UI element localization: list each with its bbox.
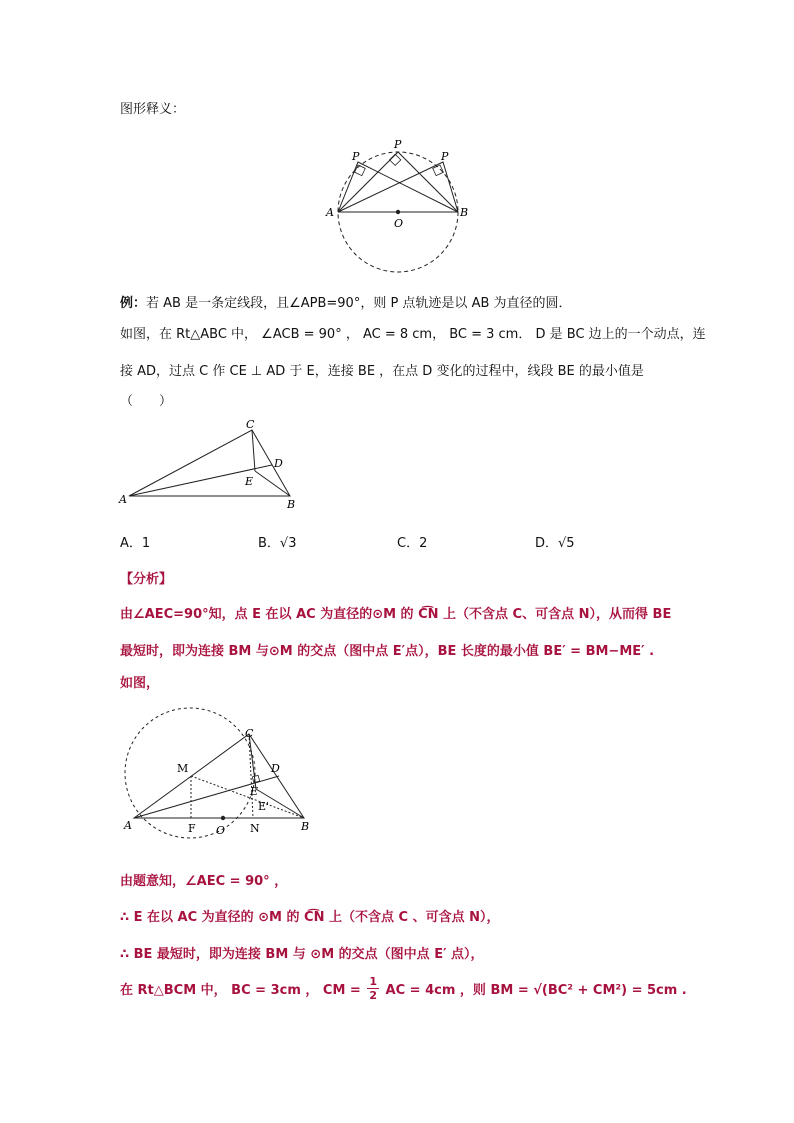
label-m: M — [177, 762, 189, 775]
label-d: D — [274, 457, 283, 470]
label-e: E — [250, 785, 259, 798]
solution-line-4 — [120, 975, 687, 1002]
option-d[interactable]: D．√5 — [535, 536, 575, 551]
label-c: C — [245, 727, 254, 740]
label-a: A — [124, 819, 132, 832]
figure-circle-locus — [320, 135, 480, 275]
figure-triangle — [115, 415, 315, 515]
solution-line-3: ∴ BE 最短时，即为连接 BM 与 ⊙M 的交点（图中点 E′ 点）， — [120, 947, 484, 962]
solution-line-4b: AC = 4cm ，则 BM = √(BC² + CM²) = 5cm . — [385, 983, 687, 998]
label-n: N — [250, 822, 260, 835]
label-p2: P — [394, 138, 402, 151]
solution-line-2: ∴ E 在以 AC 为直径的 ⊙M 的 C͡N 上（不含点 C 、可含点 N）， — [120, 910, 500, 925]
label-b: B — [460, 206, 469, 219]
option-a[interactable]: A．1 — [120, 536, 151, 551]
option-b[interactable]: B．√3 — [258, 536, 297, 551]
section-heading: 图形释义： — [120, 102, 186, 117]
label-b: B — [301, 820, 310, 833]
fraction-denominator: 2 — [369, 989, 378, 1002]
analysis-line-3: 如图， — [120, 676, 160, 691]
problem-line-3: （ ） — [120, 394, 173, 409]
problem-line-1: 如图，在 Rt△ABC 中， ∠ACB = 90° ， AC = 8 cm， BC = 3 cm． D 是 BC 边上的一个动点，连 — [120, 327, 706, 342]
fraction — [367, 975, 379, 1002]
analysis-line-1: 由∠AEC=90°知，点 E 在以 AC 为直径的⊙M 的 C͡N 上（不含点 C、可含点 N），从而得 BE — [120, 607, 672, 622]
analysis-line-2: 最短时，即为连接 BM 与⊙M 的交点（图中点 E′点），BE 长度的最小值 BE′ = BM−ME′ . — [120, 644, 655, 659]
example-text: 若 AB 是一条定线段，且∠APB=90°，则 P 点轨迹是以 AB 为直径的圆． — [146, 296, 572, 311]
label-o: O — [216, 824, 226, 837]
figure-solution — [115, 700, 325, 840]
label-p3: P — [441, 150, 449, 163]
label-a: A — [326, 206, 334, 219]
example-prefix: 例： — [120, 296, 147, 311]
label-p1: P — [352, 150, 360, 163]
solution-line-1: 由题意知，∠AEC = 90° ， — [120, 874, 288, 889]
solution-line-4a: 在 Rt△BCM 中， BC = 3cm ， CM = — [120, 983, 361, 998]
label-e: E — [245, 475, 254, 488]
example-line — [120, 292, 572, 311]
label-b: B — [287, 498, 296, 511]
label-c: C — [246, 418, 255, 431]
problem-line-2: 接 AD，过点 C 作 CE ⊥ AD 于 E，连接 BE ，在点 D 变化的过程中，线段 BE 的最小值是 — [120, 364, 644, 379]
label-d: D — [271, 762, 280, 775]
label-a: A — [119, 493, 127, 506]
analysis-title: 【分析】 — [120, 572, 173, 587]
label-o: O — [394, 217, 404, 230]
fraction-numerator: 1 — [369, 975, 378, 988]
label-e-prime: E' — [258, 800, 270, 813]
option-c[interactable]: C．2 — [397, 536, 428, 551]
label-f: F — [188, 822, 196, 835]
